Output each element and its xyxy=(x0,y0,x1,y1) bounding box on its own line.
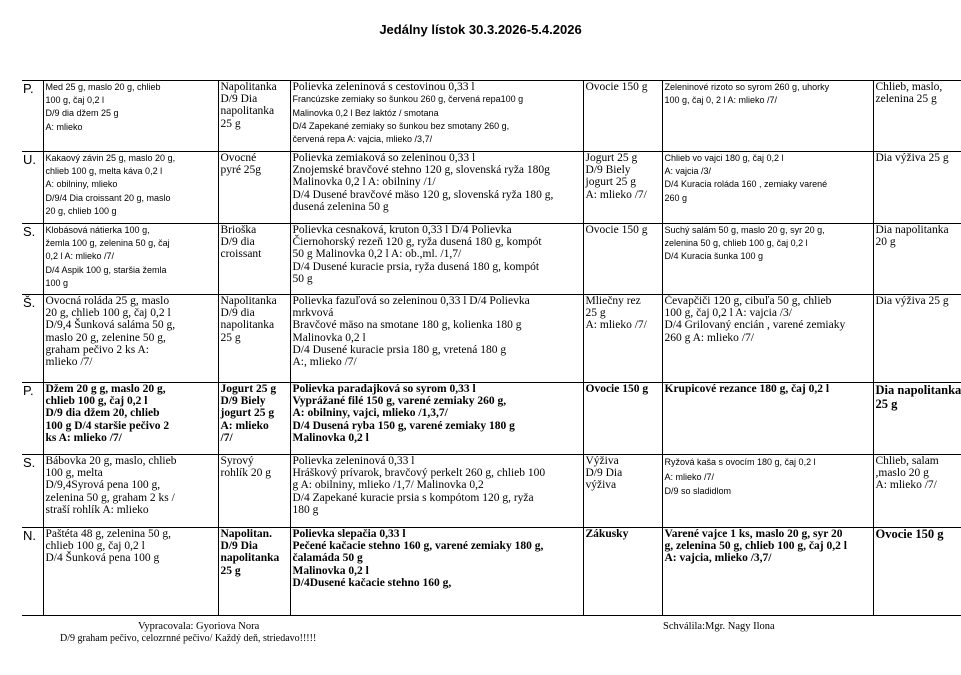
afternoon-snack-cell: Ovocie 150 g xyxy=(583,81,662,152)
dinner-cell: Krupicové rezance 180 g, čaj 0,2 l xyxy=(662,383,873,455)
second-dinner-cell: Dia napolitanka 20 g xyxy=(873,224,961,295)
afternoon-snack-cell: Výživa D/9 Dia výživa xyxy=(583,455,662,528)
day-cell: S. xyxy=(22,455,43,528)
second-dinner-cell: Chlieb, maslo, zelenina 25 g xyxy=(873,81,961,152)
snack-cell: Brioška D/9 dia croissant xyxy=(218,224,290,295)
approved-by: Schválila:Mgr. Nagy Ilona xyxy=(663,621,775,632)
prepared-by: Vypracovala: Gyoriova Nora xyxy=(138,621,260,632)
breakfast-cell: Ovocná roláda 25 g, maslo 20 g, chlieb 100 g, čaj 0,2 l D/9,4 Šunková saláma 50 g, maslo 20 g, zelenine 50 g, graham pečivo 2 ks A: mlieko /7/ xyxy=(43,295,218,383)
dinner-cell: Suchý salám 50 g, maslo 20 g, syr 20 g, zelenina 50 g, chlieb 100 g, čaj 0,2 l D/4 Kuracia šunka 100 g xyxy=(662,224,873,295)
dinner-cell: Zeleninové rizoto so syrom 260 g, uhorky 100 g, čaj 0, 2 l A: mlieko /7/ xyxy=(662,81,873,152)
day-cell: P. xyxy=(22,81,43,152)
breakfast-cell: Klobásová nátierka 100 g, žemla 100 g, zelenina 50 g, čaj 0,2 l A: mlieko /7/ D/4 Aspik 100 g, staršia žemla 100 g xyxy=(43,224,218,295)
day-cell: N. xyxy=(22,528,43,616)
dinner-cell: Čevapčiči 120 g, cibuľa 50 g, chlieb 100 g, čaj 0,2 l A: vajcia /3/ D/4 Grilovaný encián , varené zemiaky 260 g A: mlieko /7/ xyxy=(662,295,873,383)
lunch-cell: Polievka fazuľová so zeleninou 0,33 l D/4 Polievka mrkvová Bravčové mäso na smotane 180 g, kolienka 180 g Malinovka 0,2 l D/4 Dusené kuracie prsia 180 g, vretená 180 g A:, mlieko /7/ xyxy=(290,295,583,383)
table-row xyxy=(22,81,961,152)
snack-cell: Ovocné pyré 25g xyxy=(218,152,290,224)
breakfast-cell: Džem 20 g g, maslo 20 g, chlieb 100 g, čaj 0,2 l D/9 dia džem 20, chlieb 100 g D/4 staršie pečivo 2 ks A: mlieko /7/ xyxy=(43,383,218,455)
second-dinner-cell: Chlieb, salam ,maslo 20 g A: mlieko /7/ xyxy=(873,455,961,528)
dinner-cell: Ryžová kaša s ovocím 180 g, čaj 0,2 l A: mlieko /7/ D/9 so sladidlom xyxy=(662,455,873,528)
afternoon-snack-cell: Jogurt 25 g D/9 Biely jogurt 25 g A: mlieko /7/ xyxy=(583,152,662,224)
dinner-cell: Chlieb vo vajci 180 g, čaj 0,2 l A: vajcia /3/ D/4 Kuracia roláda 160 , zemiaky varené 260 g xyxy=(662,152,873,224)
breakfast-cell: Bábovka 20 g, maslo, chlieb 100 g, melta D/9,4Syrová pena 100 g, zelenina 50 g, graham 2 ks / straší rohlík A: mlieko xyxy=(43,455,218,528)
table-row xyxy=(22,152,961,224)
lunch-cell: Polievka zeleninová 0,33 l Hráškový prívarok, bravčový perkelt 260 g, chlieb 100 g A: obilniny, mlieko /1,7/ Malinovka 0,2 D/4 Zapekané kuracie prsia s kompótom 120 g, ryža 180 g xyxy=(290,455,583,528)
afternoon-snack-cell: Zákusky xyxy=(583,528,662,616)
lunch-cell: Polievka cesnaková, kruton 0,33 l D/4 Polievka Čiernohorský rezeň 120 g, ryža dusená 180 g, kompót 50 g Malinovka 0,2 l A: ob.,ml. /1,7/ D/4 Dusené kuracie prsia, ryža dusená 180 g, kompót 50 g xyxy=(290,224,583,295)
day-cell: U. xyxy=(22,152,43,224)
snack-cell: Syrový rohlík 20 g xyxy=(218,455,290,528)
lunch-cell xyxy=(290,81,583,152)
menu-table xyxy=(22,80,961,616)
breakfast-cell: Med 25 g, maslo 20 g, chlieb 100 g, čaj 0,2 l D/9 dia džem 25 g A: mlieko xyxy=(43,81,218,152)
second-dinner-cell: Dia napolitanka 25 g xyxy=(873,383,961,455)
snack-cell: Napolitan. D/9 Dia napolitanka 25 g xyxy=(218,528,290,616)
page-title: Jedálny lístok 30.3.2026-5.4.2026 xyxy=(379,22,582,37)
afternoon-snack-cell: Ovocie 150 g xyxy=(583,224,662,295)
snack-cell: Napolitanka D/9 dia napolitanka 25 g xyxy=(218,295,290,383)
breakfast-cell: Kakaový závin 25 g, maslo 20 g, chlieb 100 g, melta káva 0,2 l A: obilniny, mlieko D/9/4 Dia croissant 20 g, maslo 20 g, chlieb 100 g xyxy=(43,152,218,224)
table-row xyxy=(22,455,961,528)
snack-cell: Jogurt 25 g D/9 Biely jogurt 25 g A: mlieko /7/ xyxy=(218,383,290,455)
dinner-cell: Varené vajce 1 ks, maslo 20 g, syr 20 g, zelenina 50 g, chlieb 100 g, čaj 0,2 l A: vajcia, mlieko /3,7/ xyxy=(662,528,873,616)
breakfast-cell: Paštéta 48 g, zelenina 50 g, chlieb 100 g, čaj 0,2 l D/4 Šunková pena 100 g xyxy=(43,528,218,616)
table-row xyxy=(22,224,961,295)
afternoon-snack-cell: Mliečny rez 25 g A: mlieko /7/ xyxy=(583,295,662,383)
lunch-cell: Polievka zemiaková so zeleninou 0,33 l Znojemské bravčové stehno 120 g, slovenská ryža 180g Malinovka 0,2 l A: obilniny /1/ D/4 Dusené bravčové mäso 120 g, slovenská ryža 180 g, dusená zelenina 50 g xyxy=(290,152,583,224)
table-row xyxy=(22,528,961,616)
table-row xyxy=(22,295,961,383)
lunch-cell: Polievka paradajková so syrom 0,33 l Vyprážané filé 150 g, varené zemiaky 260 g, A: obilniny, vajci, mlieko /1,3,7/ D/4 Dusená ryba 150 g, varené zemiaky 180 g Malinovka 0,2 l xyxy=(290,383,583,455)
second-dinner-cell: Dia výživa 25 g xyxy=(873,152,961,224)
table-row xyxy=(22,383,961,455)
afternoon-snack-cell: Ovocie 150 g xyxy=(583,383,662,455)
lunch-main: Francúzske zemiaky so šunkou 260 g, červená repa100 g Malinovka 0,2 l Bez laktóz / smotana D/4 Zapekané zemiaky so šunkou bez smotany 260 g, červená repa A: vajcia, mlieko /3,7/ xyxy=(292,94,524,145)
second-dinner-cell: Dia výživa 25 g xyxy=(873,295,961,383)
day-cell: S. xyxy=(22,224,43,295)
day-cell: P. xyxy=(22,383,43,455)
second-dinner-cell: Ovocie 150 g xyxy=(873,528,961,616)
snack-cell: Napolitanka D/9 Dia napolitanka 25 g xyxy=(218,81,290,152)
day-cell: Š. xyxy=(22,295,43,383)
footnote: D/9 graham pečivo, celozrnné pečivo/ Každý deň, striedavo!!!!! xyxy=(60,633,317,644)
lunch-cell: Polievka slepačia 0,33 l Pečené kačacie stehno 160 g, varené zemiaky 180 g, čalamáda 50 g Malinovka 0,2 l D/4Dusené kačacie stehno 160 g, xyxy=(290,528,583,616)
lunch-soup: Polievka zeleninová s cestovinou 0,33 l xyxy=(292,81,475,93)
